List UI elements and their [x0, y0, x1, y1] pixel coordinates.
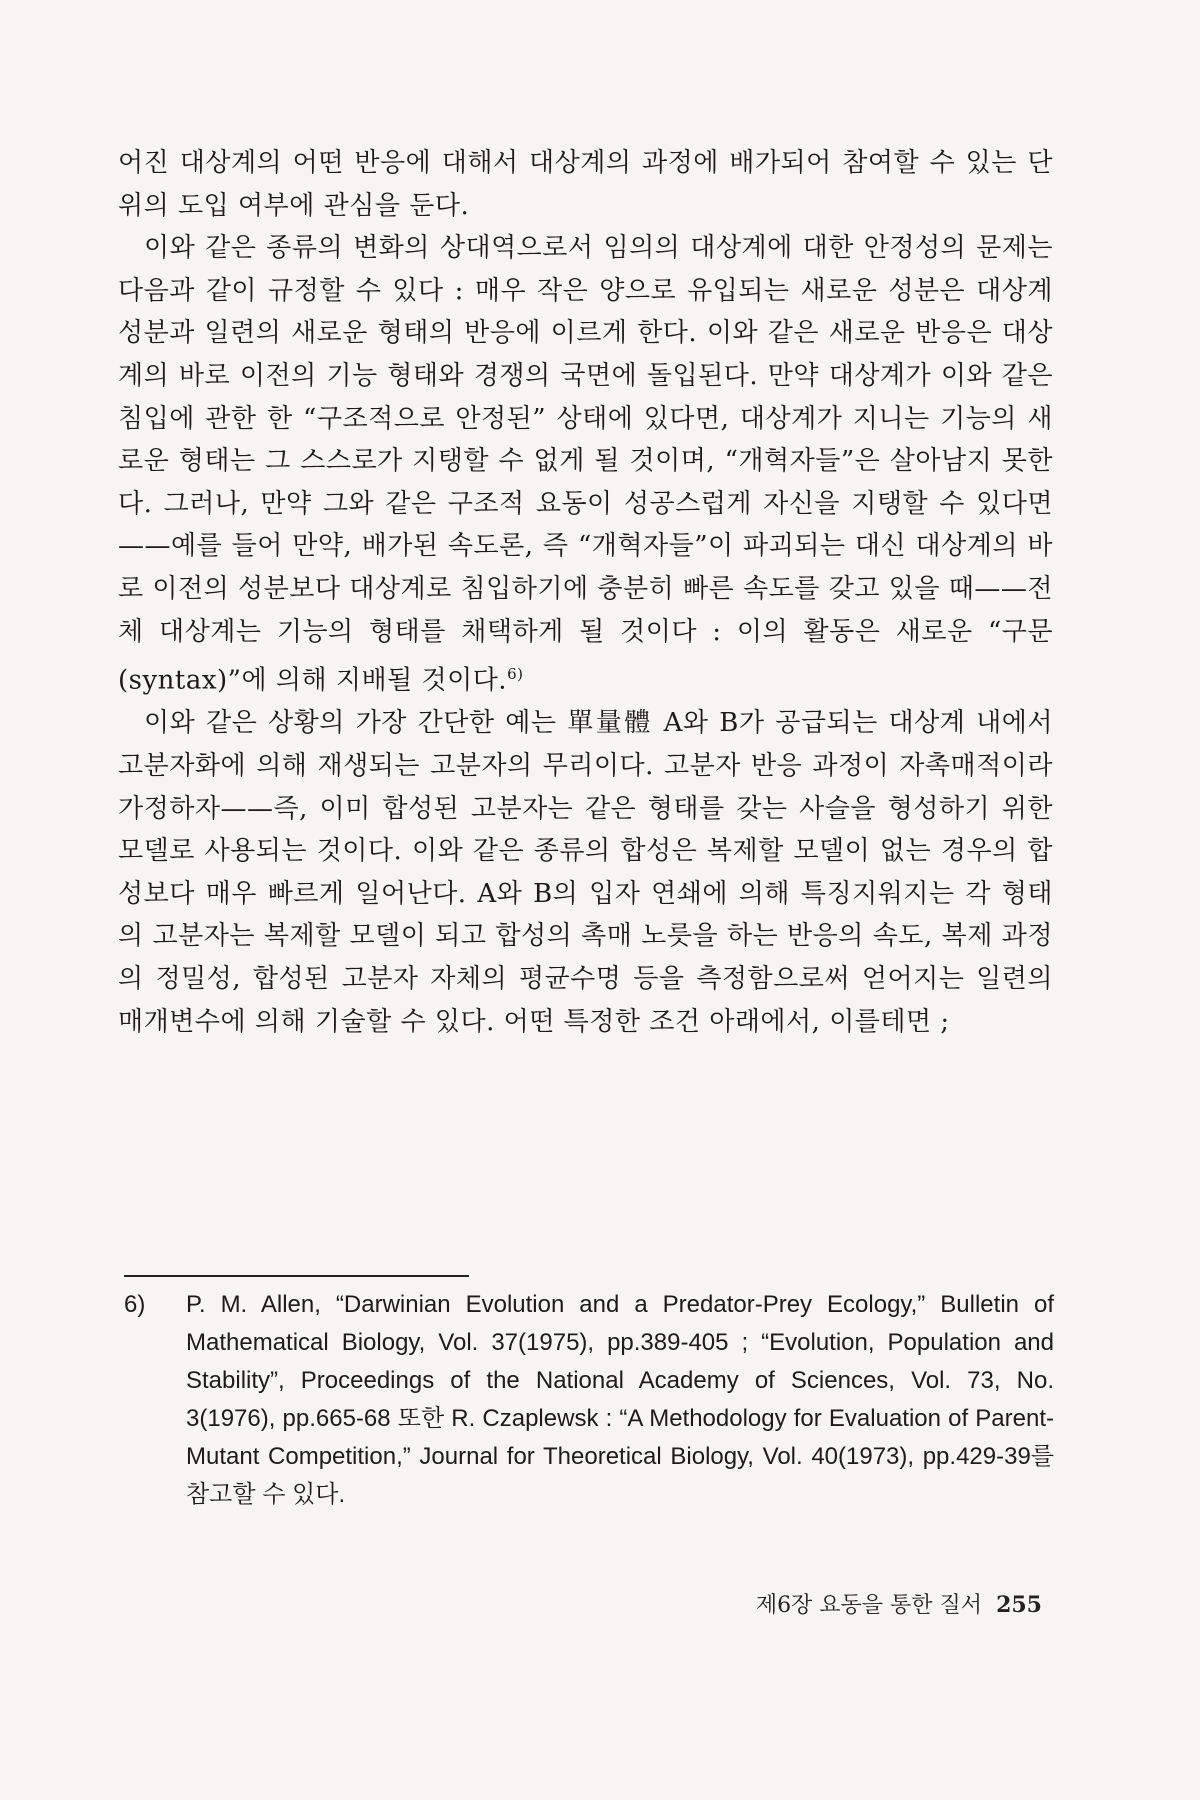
page-number: 255 [996, 1592, 1042, 1618]
footnote-marker: 6) [124, 1291, 146, 1318]
paragraph-3: 이와 같은 상황의 가장 간단한 예는 單量體 A와 B가 공급되는 대상계 내에서 고분자화에 의해 재생되는 고분자의 무리이다. 고분자 반응 과정이 자촉매적이라 가정하자——즉, 이미 합성된 고분자는 같은 형태를 갖는 사슬을 형성하기 위한 모델로 사용되는 것이다. 이와 같은 종류의 합성은 복제할 모델이 없는 경우의 합성보다 매우 빠르게 일어난다. A와 B의 입자 연쇄에 의해 특징지워지는 각 형태의 고분자는 복제할 모델이 되고 합성의 촉매 노릇을 하는 반응의 속도, 복제 과정의 정밀성, 합성된 고분자 자체의 평균수명 등을 측정함으로써 얻어지는 일련의 매개변수에 의해 기술할 수 있다. 어떤 특정한 조건 아래에서, 이를테면 ; [118, 708, 1053, 1037]
running-head: 제6장 요동을 통한 질서 [755, 1593, 983, 1618]
running-footer [712, 1588, 1042, 1619]
paragraph-2 [118, 227, 1053, 702]
footnote-text: P. M. Allen, “Darwinian Evolution and a Predator-Prey Ecology,” Bulletin of Mathematical Biology, Vol. 37(1975), pp.389-405 ; “Evolution, Population and Stability”, Proceedings of the National Academy of Sciences, Vol. 73, No. 3(1976), pp.665-68 또한 R. Czaplewsk : “A Methodology for Evaluation of Parent-Mutant Competition,” Journal for Theoretical Biology, Vol. 40(1973), pp.429-39를 참고할 수 있다. [186, 1291, 1054, 1508]
footnote-reference: 6) [507, 665, 524, 684]
paragraph-2-text: 이와 같은 종류의 변화의 상대역으로서 임의의 대상계에 대한 안정성의 문제는 다음과 같이 규정할 수 있다 : 매우 작은 양으로 유입되는 새로운 성분은 대상계 성분과 일련의 새로운 형태의 반응에 이르게 한다. 이와 같은 새로운 반응은 대상계의 바로 이전의 기능 형태와 경쟁의 국면에 돌입된다. 만약 대상계가 이와 같은 침입에 관한 한 “구조적으로 안정된” 상태에 있다면, 대상계가 지니는 기능의 새로운 형태는 그 스스로가 지탱할 수 없게 될 것이며, “개혁자들”은 살아남지 못한다. 그러나, 만약 그와 같은 구조적 요동이 성공스럽게 자신을 지탱할 수 있다면——예를 들어 만약, 배가된 속도론, 즉 “개혁자들”이 파괴되는 대신 대상계의 바로 이전의 성분보다 대상계로 침입하기에 충분히 빠른 속도를 갖고 있을 때——전체 대상계는 기능의 형태를 채택하게 될 것이다 : 이의 활동은 새로운 “구문(syntax)”에 의해 지배될 것이다. [118, 233, 1053, 696]
footnote [124, 1286, 1054, 1514]
footnote-divider [124, 1275, 469, 1277]
paragraph-1: 어진 대상계의 어떤 반응에 대해서 대상계의 과정에 배가되어 참여할 수 있는 단위의 도입 여부에 관심을 둔다. [118, 148, 1053, 221]
body-text [118, 142, 1053, 1043]
